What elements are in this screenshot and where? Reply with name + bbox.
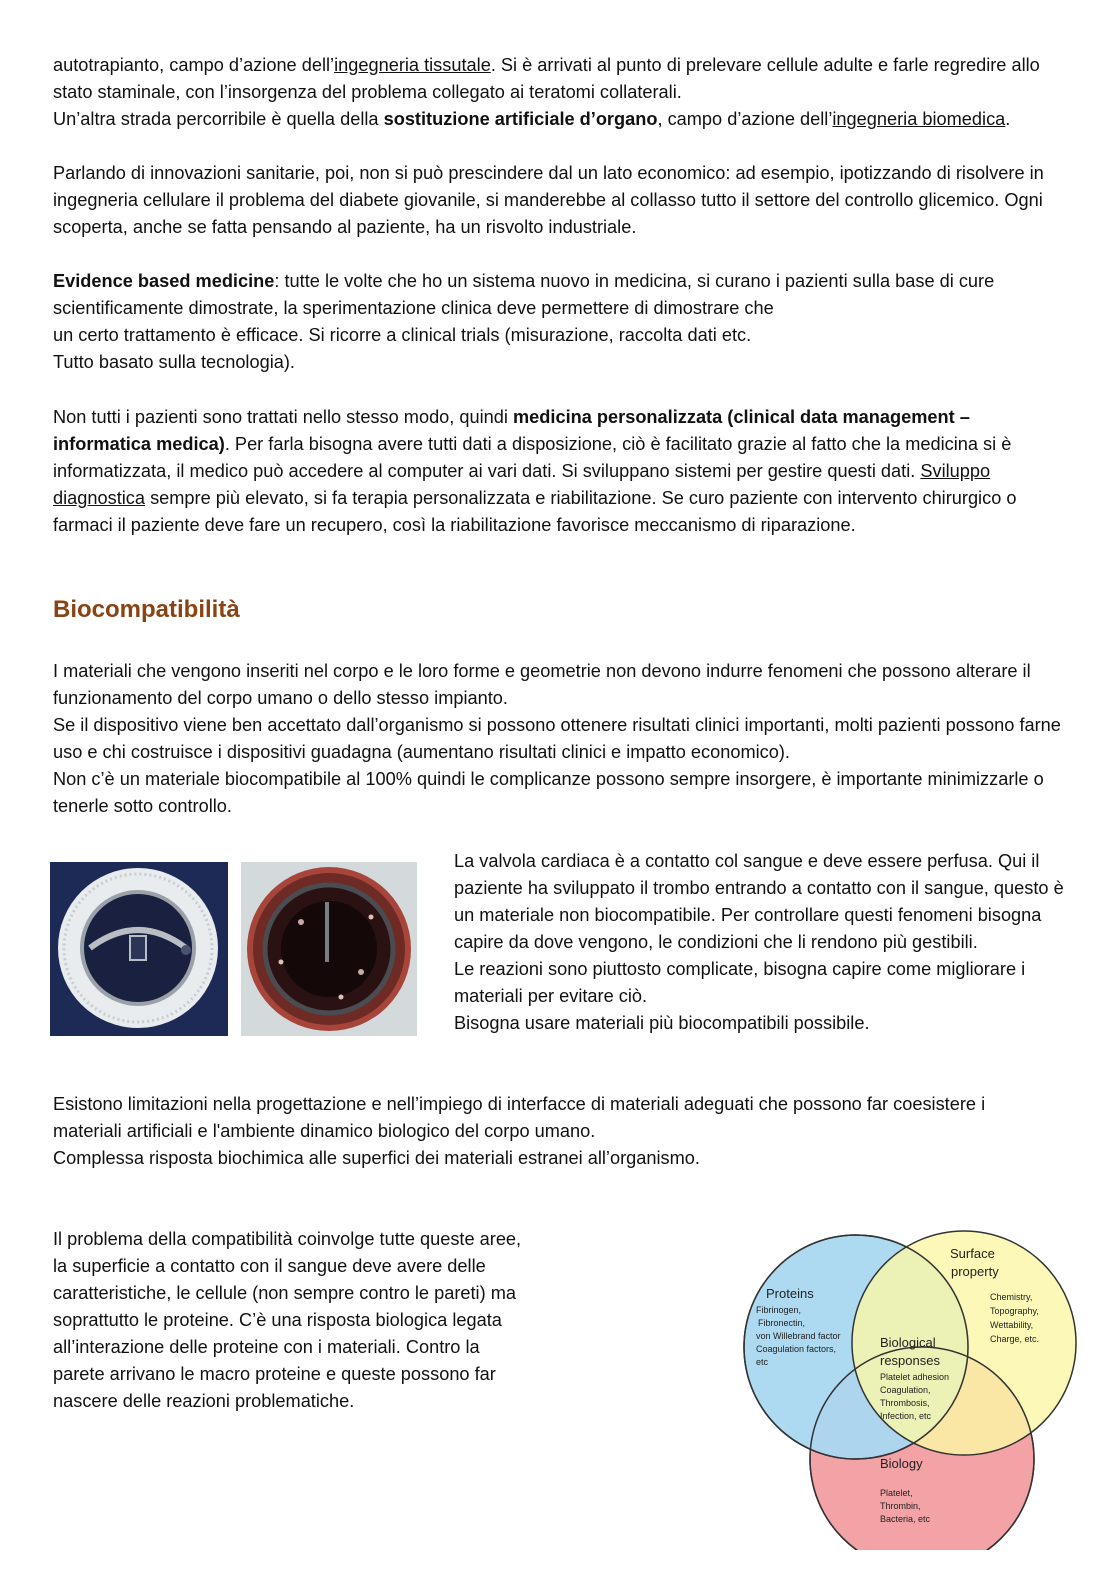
section-heading-biocompatibilita: Biocompatibilità [53,596,240,623]
link-sviluppo-diagnostica: Sviluppo diagnostica [53,461,991,508]
link-ingegneria-tissutale: ingegneria tissutale [334,55,491,75]
paragraph-device-acceptance: Se il dispositivo viene ben accettato dall’organismo si possono ottenere risultati clinici importanti, molti pazienti possono farne uso e chi costruisce i dispositivi guadagna (aumentano risultati clinici e impatto economico). [53,715,1061,762]
paragraph-limitations: Esistono limitazioni nella progettazione e nell’impiego di interfacce di materiali adeguati che possono far coesistere i materiali artificiali e l'ambiente dinamico biologico del corpo umano. Complessa risposta biochimica alle superfici dei materiali estranei all’organismo. [53,1094,986,1168]
venn-surface-item: Chemistry, [990,1292,1033,1302]
valve-clean-icon [50,862,228,1036]
paragraph-evidence-based-medicine: Evidence based medicine: tutte le volte che ho un sistema nuovo in medicina, si curano i pazienti sulla base di cure scientificamente dimostrate, la sperimentazione clinica deve permettere di dimostrare che un certo trattamento è efficace. Si ricorre a clinical trials (misurazione, raccolta dati etc. Tutto basato sulla tecnologia). [53,271,995,372]
biocompatibility-venn-diagram [740,1230,1085,1550]
venn-bio-resp-item: Coagulation, [880,1385,931,1395]
venn-biology-item: Thrombin, [880,1501,921,1511]
paragraph-materials: I materiali che vengono inseriti nel corpo e le loro forme e geometrie non devono indurre fenomeni che possono alterare il funzionamento del corpo umano o dello stesso impianto. [53,661,1031,708]
paragraph-heart-valve: La valvola cardiaca è a contatto col sangue e deve essere perfusa. Qui il paziente ha sviluppato il trombo entrando a contatto con il sangue, questo è un materiale non biocompatibile. Per controllare questi fenomeni bisogna capire da dove vengono, le condizioni che li rendono più gestibili. Le reazioni sono piuttosto complicate, bisogna capire come migliorare i materiali per evitare ciò. Bisogna usare materiali più biocompatibili possibile. [454,851,1064,1033]
paragraph-economic-side: Parlando di innovazioni sanitarie, poi, non si può prescindere dal un lato economico: ad esempio, ipotizzando di risolvere in ingegneria cellulare il problema del diabete giovanile, si manderebbe al collasso tutto il settore del controllo glicemico. Ogni scoperta, anche se fatta pensando al paziente, ha un risvolto industriale. [53,163,1044,237]
venn-label-surface: Surface [950,1246,995,1261]
venn-surface-item: Wettability, [990,1320,1034,1330]
paragraph-artificial-organ: Un’altra strada percorribile è quella della sostituzione artificiale d’organo, campo d’azione dell’ingegneria biomedica. [53,109,1011,129]
venn-biology-item: Platelet, [880,1488,913,1498]
venn-bio-resp-item: Infection, etc [880,1411,932,1421]
paragraph-tissue-engineering: autotrapianto, campo d’azione dell’ingegneria tissutale. Si è arrivati al punto di prelevare cellule adulte e farle regredire allo stato staminale, con l’insorgenza del problema collegato ai teratomi collaterali. [53,55,1040,102]
venn-proteins-item: Fibrinogen, [756,1305,802,1315]
venn-label-biological-responses-2: responses [880,1353,940,1368]
paragraph-compatibility-problem: Il problema della compatibilità coinvolge tutte queste aree, la superficie a contatto con il sangue deve avere delle caratteristiche, le cellule (non sempre contro le pareti) ma soprattutto le proteine. C’è una risposta biologica legata all’interazione delle proteine con i materiali. Contro la parete arrivano le macro proteine e queste possono far nascere delle reazioni problematiche. [53,1229,522,1411]
venn-bio-resp-item: Thrombosis, [880,1398,930,1408]
paragraph-personalized-medicine: Non tutti i pazienti sono trattati nello stesso modo, quindi medicina personalizzata (clinical data management – informatica medica). Per farla bisogna avere tutti dati a disposizione, ciò è facilitato grazie al fatto che la medicina si è informatizzata, il medico può accedere al computer ai vari dati. Si sviluppano sistemi per gestire questi dati. Sviluppo diagnostica sempre più elevato, si fa terapia personalizzata e riabilitazione. Se curo paziente con intervento chirurgico o farmaci il paziente deve fare un recupero, così la riabilitazione favorisce meccanismo di riparazione. [53,407,1017,535]
venn-bio-resp-item: Platelet adhesion [880,1372,950,1382]
venn-label-proteins: Proteins [766,1286,814,1301]
venn-label-biological-responses: Biological [880,1335,936,1350]
venn-biology-item: Bacteria, etc [880,1514,931,1524]
venn-proteins-item: etc [756,1357,769,1367]
venn-surface-item: Charge, etc. [990,1334,1040,1344]
venn-label-biology: Biology [880,1456,923,1471]
link-ingegneria-biomedica: ingegneria biomedica [832,109,1006,129]
venn-surface-item: Topography, [990,1306,1039,1316]
venn-proteins-item: von Willebrand factor [756,1331,841,1341]
paragraph-no-perfect-material: Non c’è un materiale biocompatibile al 100% quindi le complicanze possono sempre insorgere, è importante minimizzarle o tenerle sotto controllo. [53,769,1044,816]
valve-thrombus-icon [241,862,417,1036]
venn-label-surface-2: property [951,1264,999,1279]
mechanical-valve-image [50,862,228,1036]
venn-proteins-item: Coagulation factors, [756,1344,837,1354]
thrombosed-valve-image [241,862,417,1036]
venn-proteins-item: Fibronectin, [758,1318,806,1328]
